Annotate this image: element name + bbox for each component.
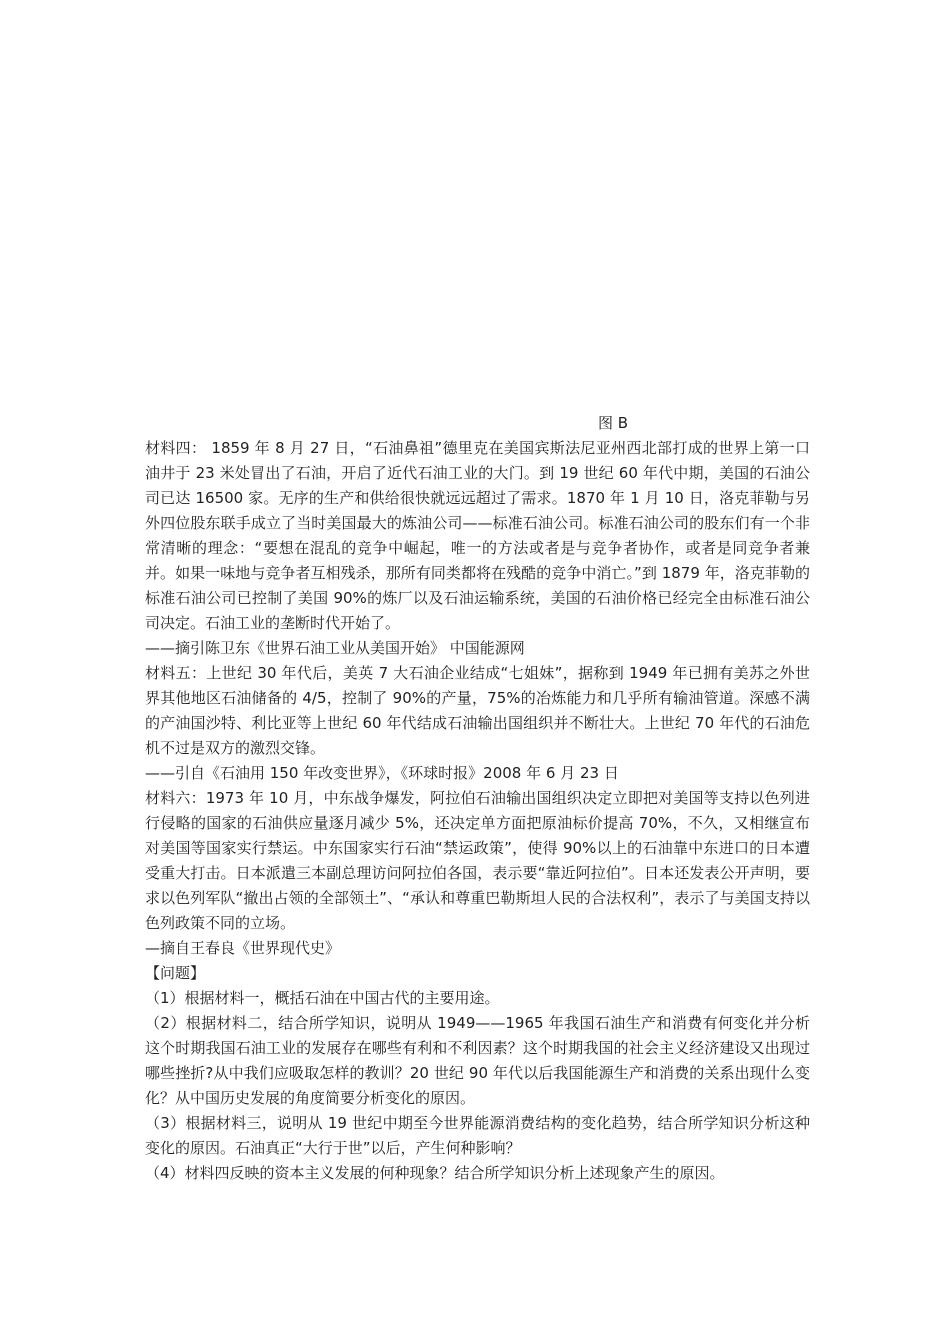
question-1: （1）根据材料一，概括石油在中国古代的主要用途。 bbox=[145, 989, 500, 1007]
material-6-source: —摘自王春良《世界现代史》 bbox=[145, 939, 341, 957]
document-body bbox=[145, 436, 810, 1186]
question-2: （2）根据材料二，结合所学知识，说明从 1949——1965 年我国石油生产和消费有何变化并分析这个时期我国石油工业的发展存在哪些有利和不利因素？这个时期我国的社会主义经济建设又出现过哪些挫折?从中我们应吸取怎样的教训？20 世纪 90 年代以后我国能源生产和消费的关系出现什么变化？从中国历史发展的角度简要分析变化的原因。 bbox=[145, 1014, 810, 1107]
material-4-source: ——摘引陈卫东《世界石油工业从美国开始》 中国能源网 bbox=[145, 639, 525, 657]
material-5-text: 材料五：上世纪 30 年代后，美英 7 大石油企业结成“七姐妹”，据称到 1949 年已拥有美苏之外世界其他地区石油储备的 4/5，控制了 90%的产量，75%的冶炼能力和几乎所有输油管道。深感不满的产油国沙特、利比亚等上世纪 60 年代结成石油输出国组织并不断壮大。上世纪 70 年代的石油危机不过是双方的激烈交锋。 bbox=[145, 664, 810, 757]
material-6-text: 材料六：1973 年 10 月，中东战争爆发，阿拉伯石油输出国组织决定立即把对美国等支持以色列进行侵略的国家的石油供应量逐月减少 5%，还决定单方面把原油标价提高 70%，不久，又相继宣布对美国等国家实行禁运。中东国家实行石油“禁运政策”，使得 90%以上的石油靠中东进口的日本遭受重大打击。日本派遣三本副总理访问阿拉伯各国，表示要“靠近阿拉伯”。日本还发表公开声明，要求以色列军队“撤出占领的全部领土”、“承认和尊重巴勒斯坦人民的合法权利”，表示了与美国支持以色列政策不同的立场。 bbox=[145, 789, 810, 932]
questions-heading: 【问题】 bbox=[145, 964, 206, 982]
figure-caption: 图 B bbox=[598, 414, 629, 432]
question-3: （3）根据材料三，说明从 19 世纪中期至今世界能源消费结构的变化趋势，结合所学知识分析这种变化的原因。石油真正“大行于世”以后，产生何种影响？ bbox=[145, 1114, 810, 1157]
material-5-source: ——引自《石油用 150 年改变世界》，《环球时报》2008 年 6 月 23 日 bbox=[145, 764, 619, 782]
question-4: （4）材料四反映的资本主义发展的何种现象？结合所学知识分析上述现象产生的原因。 bbox=[145, 1164, 725, 1182]
material-4-text: 材料四： 1859 年 8 月 27 日，“石油鼻祖”德里克在美国宾斯法尼亚州西北部打成的世界上第一口油井于 23 米处冒出了石油，开启了近代石油工业的大门。到 19 世纪 60 年代中期，美国的石油公司已达 16500 家。无序的生产和供给很快就远远超过了需求。1870 年 1 月 10 日，洛克菲勒与另外四位股东联手成立了当时美国最大的炼油公司——标准石油公司。标准石油公司的股东们有一个非常清晰的理念：“要想在混乱的竞争中崛起，唯一的方法或者是与竞争者协作，或者是同竞争者兼并。如果一味地与竞争者互相残杀，那所有同类都将在残酷的竞争中消亡。”到 1879 年，洛克菲勒的标准石油公司已控制了美国 90%的炼厂以及石油运输系统，美国的石油价格已经完全由标准石油公司决定。石油工业的垄断时代开始了。 bbox=[145, 439, 810, 632]
